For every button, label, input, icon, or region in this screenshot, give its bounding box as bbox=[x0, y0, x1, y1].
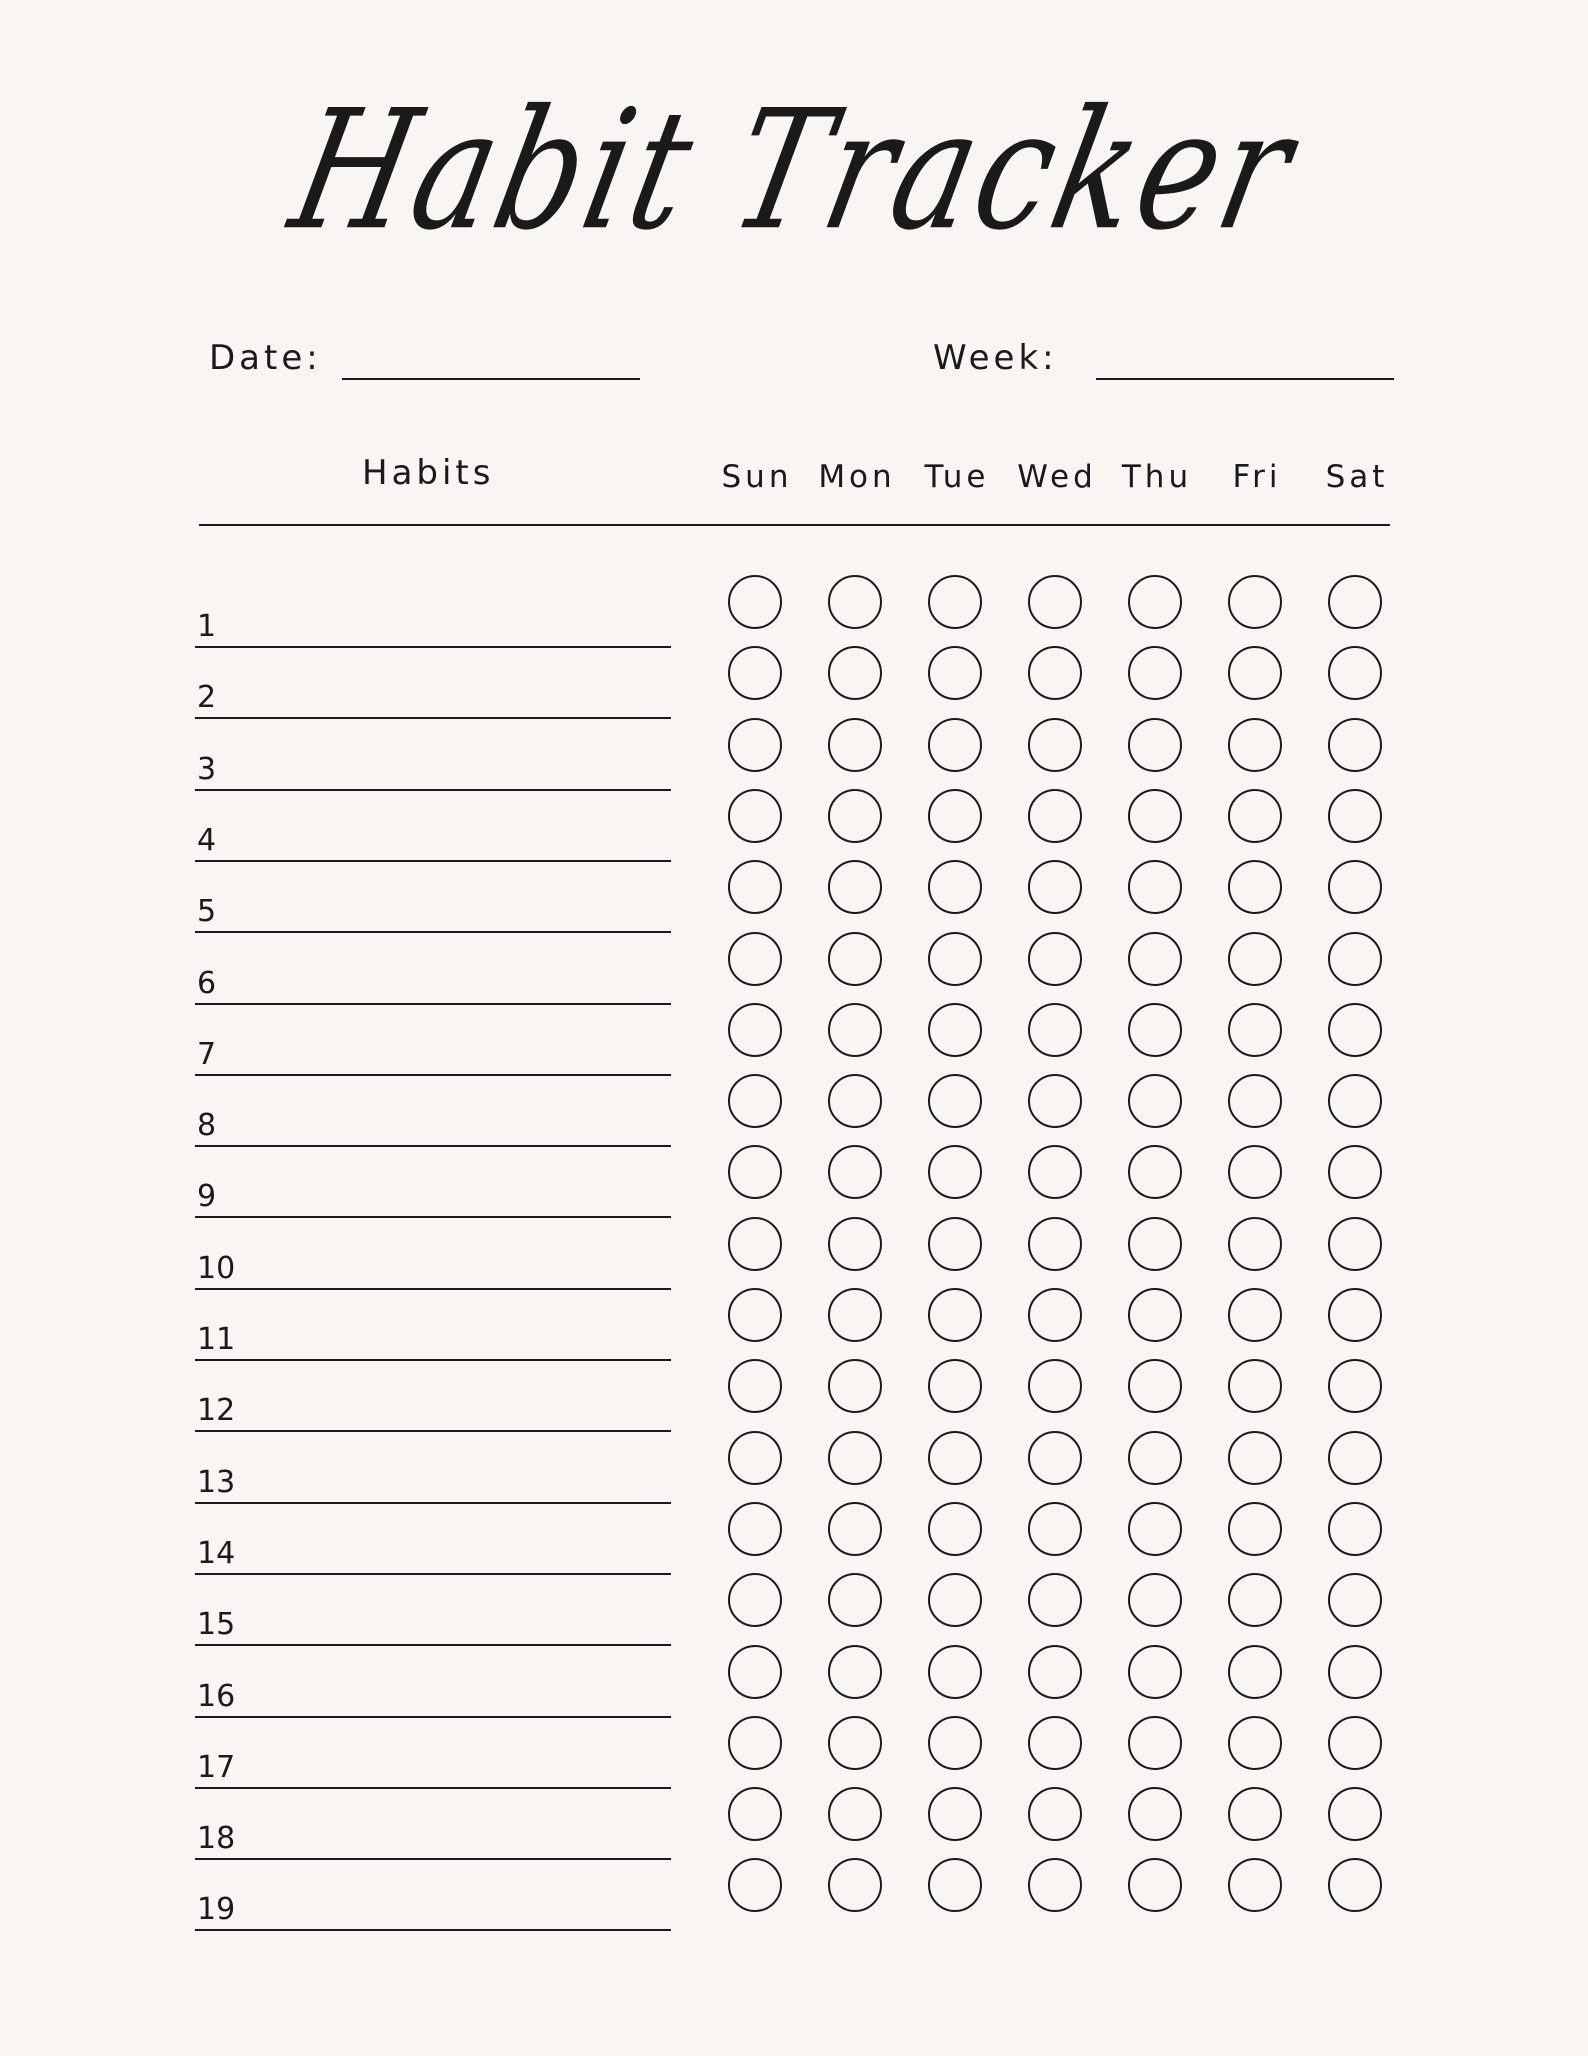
check-circle-mon[interactable] bbox=[828, 1288, 882, 1342]
check-circle-sat[interactable] bbox=[1328, 575, 1382, 629]
habit-name-line[interactable] bbox=[195, 1573, 671, 1575]
habit-number: 5 bbox=[197, 894, 217, 930]
check-circle-mon[interactable] bbox=[828, 1359, 882, 1413]
check-circle-sat[interactable] bbox=[1328, 860, 1382, 914]
habit-number: 13 bbox=[197, 1464, 236, 1500]
check-circle-wed[interactable] bbox=[1028, 718, 1082, 772]
day-header-mon: Mon bbox=[818, 459, 896, 495]
check-circle-mon[interactable] bbox=[828, 1217, 882, 1271]
check-circle-sat[interactable] bbox=[1328, 1003, 1382, 1057]
check-circle-tue[interactable] bbox=[928, 1288, 982, 1342]
check-circle-mon[interactable] bbox=[828, 1645, 882, 1699]
check-circle-wed[interactable] bbox=[1028, 1217, 1082, 1271]
check-circle-sun[interactable] bbox=[728, 860, 782, 914]
check-circle-fri[interactable] bbox=[1228, 932, 1282, 986]
check-circle-fri[interactable] bbox=[1228, 789, 1282, 843]
check-circle-fri[interactable] bbox=[1228, 1288, 1282, 1342]
check-circle-fri[interactable] bbox=[1228, 1359, 1282, 1413]
check-circle-tue[interactable] bbox=[928, 1359, 982, 1413]
habit-name-line[interactable] bbox=[195, 1929, 671, 1931]
check-circle-mon[interactable] bbox=[828, 860, 882, 914]
check-circle-thu[interactable] bbox=[1128, 1359, 1182, 1413]
day-header-thu: Thu bbox=[1121, 459, 1193, 495]
check-circle-thu[interactable] bbox=[1128, 1716, 1182, 1770]
check-circle-tue[interactable] bbox=[928, 932, 982, 986]
check-circle-thu[interactable] bbox=[1128, 718, 1182, 772]
check-circle-mon[interactable] bbox=[828, 575, 882, 629]
check-circle-mon[interactable] bbox=[828, 932, 882, 986]
habit-number: 12 bbox=[197, 1393, 236, 1429]
week-label: Week: bbox=[933, 338, 1058, 378]
check-circle-thu[interactable] bbox=[1128, 1858, 1182, 1912]
page-title: Habit Tracker bbox=[277, 74, 1311, 268]
check-circle-fri[interactable] bbox=[1228, 1858, 1282, 1912]
check-circle-sat[interactable] bbox=[1328, 1074, 1382, 1128]
check-circle-sun[interactable] bbox=[728, 1003, 782, 1057]
check-circle-sat[interactable] bbox=[1328, 718, 1382, 772]
check-circle-wed[interactable] bbox=[1028, 932, 1082, 986]
check-circle-sun[interactable] bbox=[728, 1145, 782, 1199]
check-circle-wed[interactable] bbox=[1028, 1502, 1082, 1556]
check-circle-wed[interactable] bbox=[1028, 1716, 1082, 1770]
day-header-sat: Sat bbox=[1325, 459, 1389, 495]
header-divider bbox=[199, 524, 1390, 526]
check-circle-wed[interactable] bbox=[1028, 1645, 1082, 1699]
check-circle-sat[interactable] bbox=[1328, 1502, 1382, 1556]
check-circle-tue[interactable] bbox=[928, 718, 982, 772]
check-circle-fri[interactable] bbox=[1228, 860, 1282, 914]
check-circle-thu[interactable] bbox=[1128, 1145, 1182, 1199]
check-circle-wed[interactable] bbox=[1028, 1787, 1082, 1841]
habit-number: 6 bbox=[197, 965, 217, 1001]
check-circle-wed[interactable] bbox=[1028, 789, 1082, 843]
check-circle-tue[interactable] bbox=[928, 1074, 982, 1128]
check-circle-sun[interactable] bbox=[728, 1573, 782, 1627]
check-circle-thu[interactable] bbox=[1128, 1003, 1182, 1057]
habit-name-line[interactable] bbox=[195, 646, 671, 648]
habit-name-line[interactable] bbox=[195, 1216, 671, 1218]
check-circle-mon[interactable] bbox=[828, 646, 882, 700]
check-circle-sun[interactable] bbox=[728, 932, 782, 986]
habit-number: 4 bbox=[197, 822, 217, 858]
check-circle-mon[interactable] bbox=[828, 1858, 882, 1912]
check-circle-sun[interactable] bbox=[728, 1074, 782, 1128]
check-circle-sun[interactable] bbox=[728, 575, 782, 629]
check-circle-tue[interactable] bbox=[928, 789, 982, 843]
habit-name-line[interactable] bbox=[195, 1858, 671, 1860]
habits-header: Habits bbox=[362, 453, 495, 493]
habit-number: 15 bbox=[197, 1607, 236, 1643]
check-circle-tue[interactable] bbox=[928, 575, 982, 629]
check-circle-wed[interactable] bbox=[1028, 1573, 1082, 1627]
check-circle-sat[interactable] bbox=[1328, 1716, 1382, 1770]
check-circle-mon[interactable] bbox=[828, 1716, 882, 1770]
check-circle-sat[interactable] bbox=[1328, 932, 1382, 986]
check-circle-thu[interactable] bbox=[1128, 789, 1182, 843]
check-circle-mon[interactable] bbox=[828, 1145, 882, 1199]
check-circle-sat[interactable] bbox=[1328, 1645, 1382, 1699]
day-header-wed: Wed bbox=[1017, 459, 1097, 495]
check-circle-sat[interactable] bbox=[1328, 1217, 1382, 1271]
check-circle-thu[interactable] bbox=[1128, 1431, 1182, 1485]
check-circle-thu[interactable] bbox=[1128, 1645, 1182, 1699]
check-circle-fri[interactable] bbox=[1228, 1145, 1282, 1199]
habit-name-line[interactable] bbox=[195, 1074, 671, 1076]
check-circle-mon[interactable] bbox=[828, 718, 882, 772]
habit-number: 11 bbox=[197, 1322, 236, 1357]
habit-number: 7 bbox=[197, 1036, 217, 1072]
habit-number: 3 bbox=[197, 751, 217, 787]
check-circle-wed[interactable] bbox=[1028, 646, 1082, 700]
check-circle-fri[interactable] bbox=[1228, 1787, 1282, 1841]
habit-number: 9 bbox=[197, 1179, 217, 1215]
habit-name-line[interactable] bbox=[195, 1787, 671, 1789]
habit-number: 10 bbox=[197, 1250, 236, 1286]
check-circle-tue[interactable] bbox=[928, 1145, 982, 1199]
check-circle-fri[interactable] bbox=[1228, 718, 1282, 772]
check-circle-tue[interactable] bbox=[928, 1573, 982, 1627]
check-circle-wed[interactable] bbox=[1028, 860, 1082, 914]
check-circle-fri[interactable] bbox=[1228, 1217, 1282, 1271]
habit-number: 8 bbox=[197, 1108, 217, 1144]
check-circle-sat[interactable] bbox=[1328, 1858, 1382, 1912]
habit-number: 19 bbox=[197, 1892, 236, 1928]
check-circle-tue[interactable] bbox=[928, 1502, 982, 1556]
check-circle-sun[interactable] bbox=[728, 1431, 782, 1485]
check-circle-fri[interactable] bbox=[1228, 1716, 1282, 1770]
check-circle-mon[interactable] bbox=[828, 1573, 882, 1627]
check-circle-wed[interactable] bbox=[1028, 1858, 1082, 1912]
habit-row bbox=[0, 1885, 1588, 1957]
check-circle-thu[interactable] bbox=[1128, 575, 1182, 629]
check-circle-sat[interactable] bbox=[1328, 1573, 1382, 1627]
check-circle-wed[interactable] bbox=[1028, 1288, 1082, 1342]
habit-name-line[interactable] bbox=[195, 931, 671, 933]
habit-name-line[interactable] bbox=[195, 1359, 671, 1361]
check-circle-wed[interactable] bbox=[1028, 1359, 1082, 1413]
check-circle-thu[interactable] bbox=[1128, 860, 1182, 914]
check-circle-tue[interactable] bbox=[928, 860, 982, 914]
habit-name-line[interactable] bbox=[195, 1430, 671, 1432]
check-circle-thu[interactable] bbox=[1128, 646, 1182, 700]
check-circle-mon[interactable] bbox=[828, 1003, 882, 1057]
check-circle-sun[interactable] bbox=[728, 1359, 782, 1413]
habit-number: 14 bbox=[197, 1535, 236, 1571]
check-circle-sat[interactable] bbox=[1328, 646, 1382, 700]
check-circle-mon[interactable] bbox=[828, 1502, 882, 1556]
check-circle-tue[interactable] bbox=[928, 1003, 982, 1057]
check-circle-sun[interactable] bbox=[728, 646, 782, 700]
habit-number: 17 bbox=[197, 1749, 236, 1785]
check-circle-sun[interactable] bbox=[728, 1288, 782, 1342]
habit-name-line[interactable] bbox=[195, 1288, 671, 1290]
check-circle-fri[interactable] bbox=[1228, 1003, 1282, 1057]
check-circle-sat[interactable] bbox=[1328, 1431, 1382, 1485]
day-header-tue: Tue bbox=[924, 459, 990, 495]
check-circle-wed[interactable] bbox=[1028, 575, 1082, 629]
check-circle-wed[interactable] bbox=[1028, 1003, 1082, 1057]
check-circle-wed[interactable] bbox=[1028, 1431, 1082, 1485]
habit-number: 16 bbox=[197, 1678, 236, 1714]
habit-number: 2 bbox=[197, 680, 217, 716]
habit-number: 18 bbox=[197, 1821, 236, 1857]
check-circle-thu[interactable] bbox=[1128, 1074, 1182, 1128]
check-circle-sun[interactable] bbox=[728, 1716, 782, 1770]
check-circle-sat[interactable] bbox=[1328, 1359, 1382, 1413]
day-header-sun: Sun bbox=[721, 459, 793, 495]
check-circle-thu[interactable] bbox=[1128, 932, 1182, 986]
check-circle-tue[interactable] bbox=[928, 1645, 982, 1699]
check-circle-tue[interactable] bbox=[928, 1716, 982, 1770]
check-circle-fri[interactable] bbox=[1228, 1431, 1282, 1485]
check-circle-fri[interactable] bbox=[1228, 646, 1282, 700]
check-circle-mon[interactable] bbox=[828, 1074, 882, 1128]
check-circle-thu[interactable] bbox=[1128, 1573, 1182, 1627]
check-circle-tue[interactable] bbox=[928, 1217, 982, 1271]
check-circle-mon[interactable] bbox=[828, 789, 882, 843]
check-circle-fri[interactable] bbox=[1228, 575, 1282, 629]
check-circle-thu[interactable] bbox=[1128, 1787, 1182, 1841]
habit-name-line[interactable] bbox=[195, 1716, 671, 1718]
week-field[interactable] bbox=[1096, 378, 1394, 380]
check-circle-thu[interactable] bbox=[1128, 1217, 1182, 1271]
date-field[interactable] bbox=[342, 378, 640, 380]
check-circle-thu[interactable] bbox=[1128, 1502, 1182, 1556]
check-circle-fri[interactable] bbox=[1228, 1502, 1282, 1556]
check-circle-thu[interactable] bbox=[1128, 1288, 1182, 1342]
check-circle-sun[interactable] bbox=[728, 789, 782, 843]
check-circle-sat[interactable] bbox=[1328, 1787, 1382, 1841]
check-circle-sun[interactable] bbox=[728, 718, 782, 772]
check-circle-tue[interactable] bbox=[928, 646, 982, 700]
day-header-fri: Fri bbox=[1232, 459, 1282, 495]
check-circle-tue[interactable] bbox=[928, 1858, 982, 1912]
check-circle-fri[interactable] bbox=[1228, 1645, 1282, 1699]
date-label: Date: bbox=[209, 338, 322, 378]
habit-name-line[interactable] bbox=[195, 1644, 671, 1646]
habit-name-line[interactable] bbox=[195, 1003, 671, 1005]
check-circle-sun[interactable] bbox=[728, 1502, 782, 1556]
check-circle-mon[interactable] bbox=[828, 1431, 882, 1485]
check-circle-fri[interactable] bbox=[1228, 1573, 1282, 1627]
check-circle-sun[interactable] bbox=[728, 1217, 782, 1271]
check-circle-wed[interactable] bbox=[1028, 1074, 1082, 1128]
habit-number: 1 bbox=[197, 609, 217, 644]
habit-name-line[interactable] bbox=[195, 789, 671, 791]
check-circle-sun[interactable] bbox=[728, 1787, 782, 1841]
check-circle-tue[interactable] bbox=[928, 1431, 982, 1485]
check-circle-sat[interactable] bbox=[1328, 1288, 1382, 1342]
check-circle-sun[interactable] bbox=[728, 1858, 782, 1912]
check-circle-tue[interactable] bbox=[928, 1787, 982, 1841]
check-circle-sat[interactable] bbox=[1328, 1145, 1382, 1199]
check-circle-wed[interactable] bbox=[1028, 1145, 1082, 1199]
habit-name-line[interactable] bbox=[195, 860, 671, 862]
habit-name-line[interactable] bbox=[195, 1502, 671, 1504]
check-circle-sun[interactable] bbox=[728, 1645, 782, 1699]
check-circle-mon[interactable] bbox=[828, 1787, 882, 1841]
check-circle-fri[interactable] bbox=[1228, 1074, 1282, 1128]
check-circle-sat[interactable] bbox=[1328, 789, 1382, 843]
habit-name-line[interactable] bbox=[195, 717, 671, 719]
habit-name-line[interactable] bbox=[195, 1145, 671, 1147]
